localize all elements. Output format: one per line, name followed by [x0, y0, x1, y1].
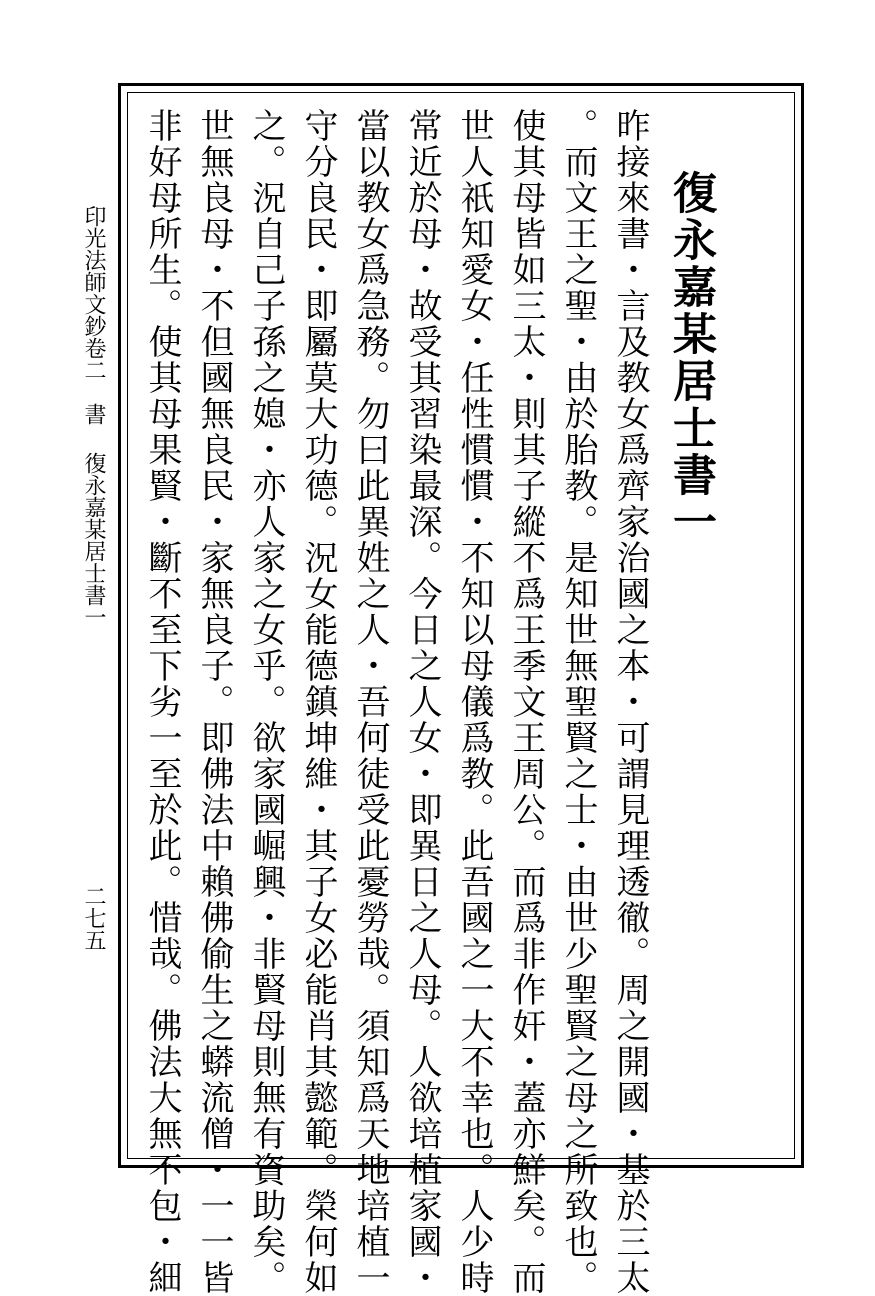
- text-column-9: 世無良母・不但國無良民・家無良子。即佛法中賴佛偷生之蟒流僧・一一皆: [194, 108, 234, 1296]
- margin-book-title: 印光法師文鈔卷二 書: [81, 205, 106, 425]
- text-column-1: 昨接來書・言及教女爲齊家治國之本・可謂見理透徹。周之開國・基於三太: [610, 108, 650, 1296]
- page-number: 二七五: [81, 885, 106, 951]
- text-column-3: 使其母皆如三太・則其子縱不爲王季文王周公。而爲非作奸・蓋亦鮮矣。而: [506, 108, 546, 1296]
- text-column-5: 常近於母・故受其習染最深。今日之人女・即異日之人母。人欲培植家國・: [402, 108, 442, 1296]
- text-column-6: 當以教女爲急務。勿曰此異姓之人・吾何徒受此憂勞哉。須知爲天地培植一: [350, 108, 390, 1296]
- text-column-8: 之。況自己子孫之媳・亦人家之女乎。欲家國崛興・非賢母則無有資助矣。: [246, 108, 286, 1296]
- text-column-4: 世人祇知愛女・任性慣慣・不知以母儀爲教。此吾國之一大不幸也。人少時: [454, 108, 494, 1296]
- letter-title: 復永嘉某居士書一: [665, 170, 716, 546]
- margin-section-title: 復永嘉某居士書一: [81, 452, 106, 628]
- text-column-7: 守分良民・即屬莫大功德。況女能德鎮坤維・其子女必能肖其懿範。榮何如: [298, 108, 338, 1296]
- text-column-10: 非好母所生。使其母果賢・斷不至下劣一至於此。惜哉。佛法大無不包・細: [142, 108, 182, 1296]
- text-column-2: 。而文王之聖・由於胎教。是知世無聖賢之士・由世少聖賢之母之所致也。: [558, 108, 598, 1296]
